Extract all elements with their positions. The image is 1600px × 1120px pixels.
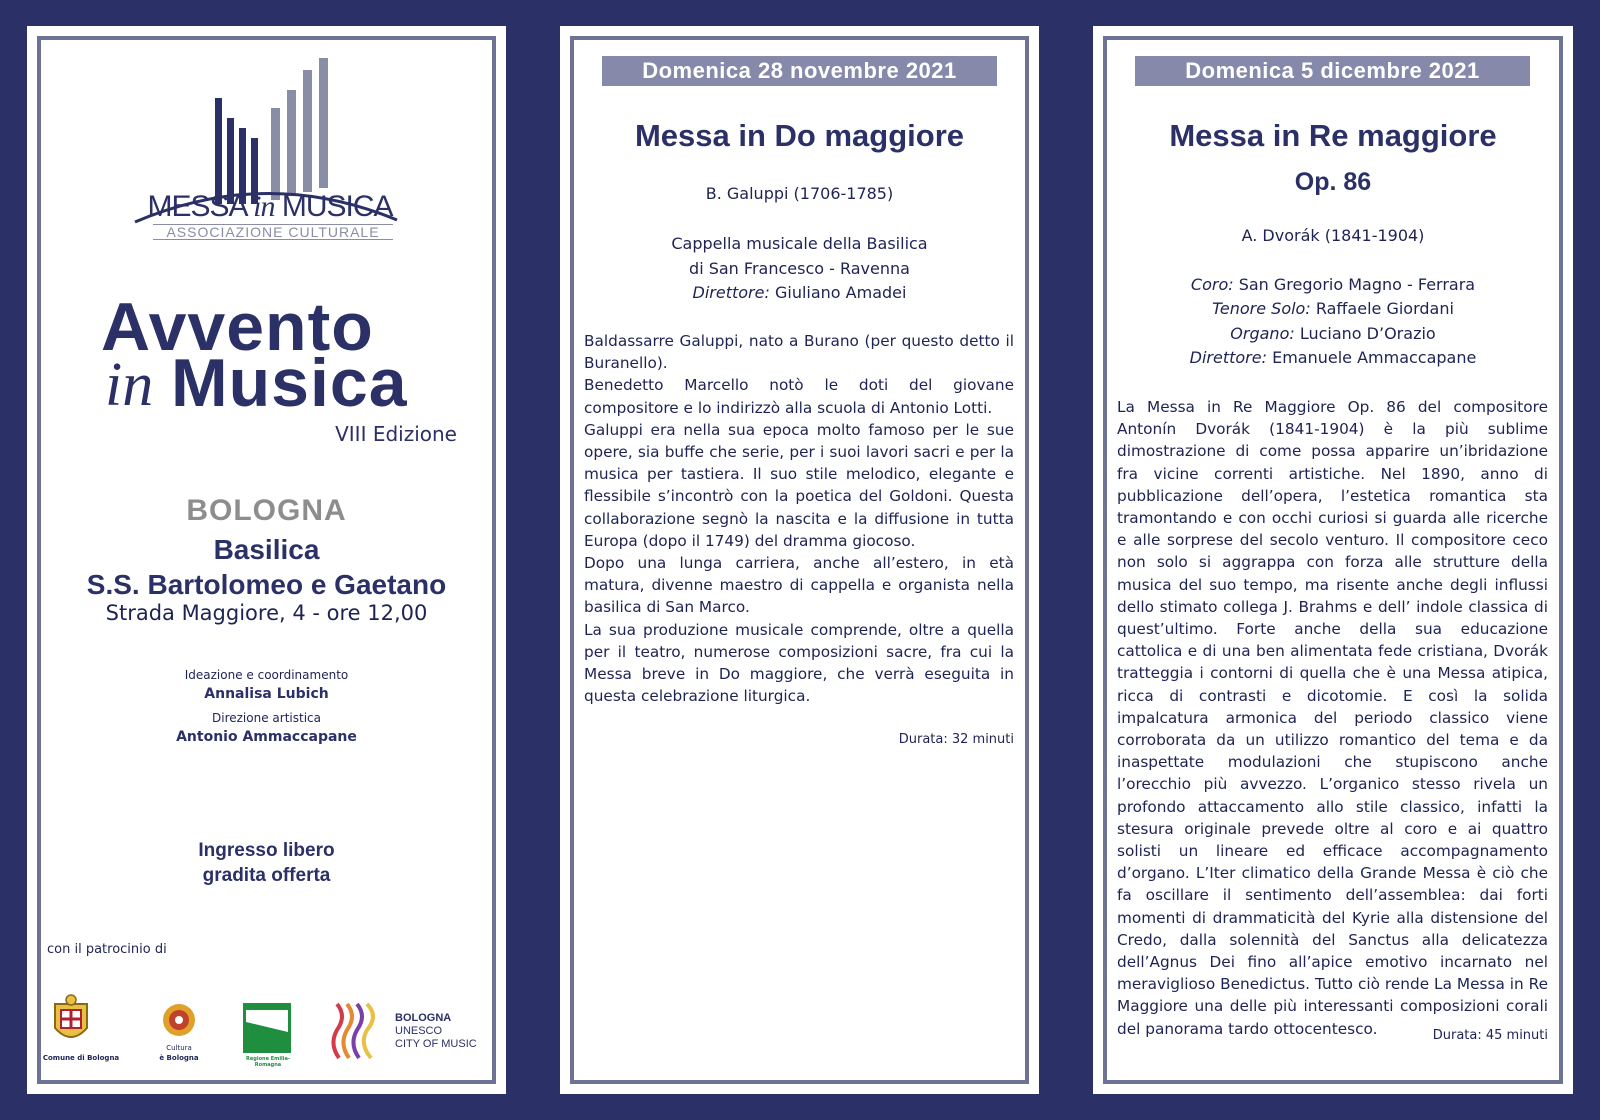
event-title-line1: Avvento — [101, 289, 374, 365]
cover-panel — [27, 26, 506, 1094]
mass-title: Messa in Re maggiore — [1169, 118, 1497, 153]
event-title-in: in — [105, 351, 154, 419]
venue-line1: Basilica — [213, 534, 320, 565]
city-name: BOLOGNA — [186, 494, 347, 527]
credit-director: Direttore: Emanuele Ammaccapane — [1189, 348, 1477, 367]
concert-date: Domenica 5 dicembre 2021 — [1135, 56, 1530, 86]
credit1-name: Annalisa Lubich — [204, 686, 329, 702]
cultura-bologna-logo-icon — [161, 1002, 197, 1038]
entry-line1: Ingresso libero — [198, 840, 335, 861]
note-paragraph: Baldassarre Galuppi, nato a Burano (per questo detto il Buranello). — [584, 332, 1014, 373]
sponsor2-caption-b: è Bologna — [159, 1054, 199, 1062]
sponsor3-caption: Regione Emilia-Romagna — [246, 1056, 290, 1068]
opus-number: Op. 86 — [1294, 168, 1372, 196]
credit2-name: Antonio Ammaccapane — [176, 729, 357, 745]
credit-tenor: Tenore Solo: Raffaele Giordani — [1212, 299, 1454, 318]
venue-line2: S.S. Bartolomeo e Gaetano — [86, 569, 447, 600]
choir-line2: di San Francesco - Ravenna — [689, 259, 910, 278]
unesco-city-of-music-logo-icon — [331, 1000, 383, 1062]
credit1-role: Ideazione e coordinamento — [184, 668, 349, 682]
sponsor4-line2: UNESCO — [395, 1025, 443, 1037]
credit-choir: Coro: San Gregorio Magno - Ferrara — [1190, 275, 1476, 294]
sponsor1-caption: Comune di Bologna — [42, 1054, 120, 1062]
note-paragraph: Galuppi era nella sua epoca molto famoso per le sue opere, sia buffe che serie, per i suoi lavori sacri e per la musica per tastiera. Il suo stile melodico, elegante e flessibile s’incontrò con la poetica del Goldoni. Questa collaborazione segnò la nascita e la diffusione in tutta Europa (dopo il 1749) del dramma giocoso. — [584, 420, 1014, 550]
sponsor2-caption-a: Cultura — [166, 1044, 192, 1052]
director-credit: Direttore: Giuliano Amadei — [692, 283, 907, 302]
comune-bologna-crest-icon — [49, 994, 93, 1050]
venue-address: Strada Maggiore, 4 - ore 12,00 — [105, 601, 428, 625]
credit2-role: Direzione artistica — [212, 711, 321, 725]
logo-subtitle: ASSOCIAZIONE CULTURALE — [153, 224, 393, 240]
sponsor4-line1: BOLOGNA — [395, 1012, 452, 1024]
patronage-label: con il patrocinio di — [47, 942, 167, 957]
credit-organ: Organo: Luciano D’Orazio — [1230, 324, 1436, 343]
edition-label: VIII Edizione — [335, 422, 457, 446]
program-notes — [584, 330, 1014, 707]
concert-1-panel — [560, 26, 1039, 1094]
note-paragraph: Dopo una lunga carriera, anche all’estero, in età matura, divenne maestro di cappella e organista nella basilica di San Marco. — [584, 554, 1014, 617]
duration: Durata: 32 minuti — [898, 732, 1014, 747]
composer: B. Galuppi (1706-1785) — [705, 184, 894, 203]
note-paragraph: La Messa in Re Maggiore Op. 86 del compositore Antonín Dvorák (1841-1904) è la più sublime dimostrazione di come possa apparire un’ibridazione fra vicine correnti artistiche. Nel 1890, anno di pubblicazione dell’opera, l’estetica romantica sta tramontando e con occhi curiosi si guarda alle ricerche e alle sorprese del secolo venturo. Il compositore ceco non solo si aggrappa con forza alle strutture della musica del suo tempo, ma risente anche degli influssi dello stimato collega J. Brahms e dell’ indole classica di quest’ultimo. Forte anche della sua educazione cattolica e di una ben alimentata fede cristiana, Dvorák tratteggia i contorni di quella che è una Messa atipica, ricca di contrasti e dicotomie. E così la solida impalcatura armonica del periodo classico viene corroborata da un utilizzo romantico del tema e da inaspettate modulazioni che stupiscono anche l’orecchio più avvezzo. L’organico stesso rivela un profondo attaccamento allo stile classico, infatti la stesura originale prevede oltre al coro e ai quattro solisti un lineare ed efficace accompagnamento d’organo. L’Iter climatico della Grande Messa è ciò che fa oscillare il sentimento dell’assemblea: dai forti momenti di drammaticità del Kyrie alla distensione del Credo, dalla solennità del Sanctus alla delicatezza dell’Agnus Dei fino all’apice emotivo incarnato nel meraviglioso Benedictus. Tutto ciò rende La Messa in Re Maggiore una delle più interessanti composizioni corali del panorama tardo ottocentesco. — [1117, 398, 1548, 1038]
note-paragraph: La sua produzione musicale comprende, oltre a quella per il teatro, numerose composizioni sacre, fra cui la Messa breve in Do maggiore, che verrà eseguita in questa celebrazione liturgica. — [584, 620, 1014, 706]
concert-date: Domenica 28 novembre 2021 — [602, 56, 997, 86]
messa-in-musica-logo-icon — [127, 56, 417, 276]
event-title-line2: Musica — [171, 345, 408, 421]
concert-2-panel — [1093, 26, 1573, 1094]
note-paragraph: Benedetto Marcello notò le doti del giovane compositore e lo indirizzò alla scuola di Antonio Lotti. — [584, 376, 1014, 417]
logo-wordmark: MESSA in MUSICA — [147, 190, 393, 223]
composer: A. Dvorák (1841-1904) — [1241, 226, 1425, 245]
sponsor4-line3: CITY OF MUSIC — [395, 1038, 477, 1050]
entry-line2: gradita offerta — [202, 865, 331, 886]
regione-emilia-romagna-logo-icon — [242, 1002, 292, 1054]
choir-line1: Cappella musicale della Basilica — [671, 234, 928, 253]
program-notes — [1117, 396, 1548, 1040]
mass-title: Messa in Do maggiore — [634, 118, 965, 153]
duration: Durata: 45 minuti — [1432, 1028, 1548, 1043]
